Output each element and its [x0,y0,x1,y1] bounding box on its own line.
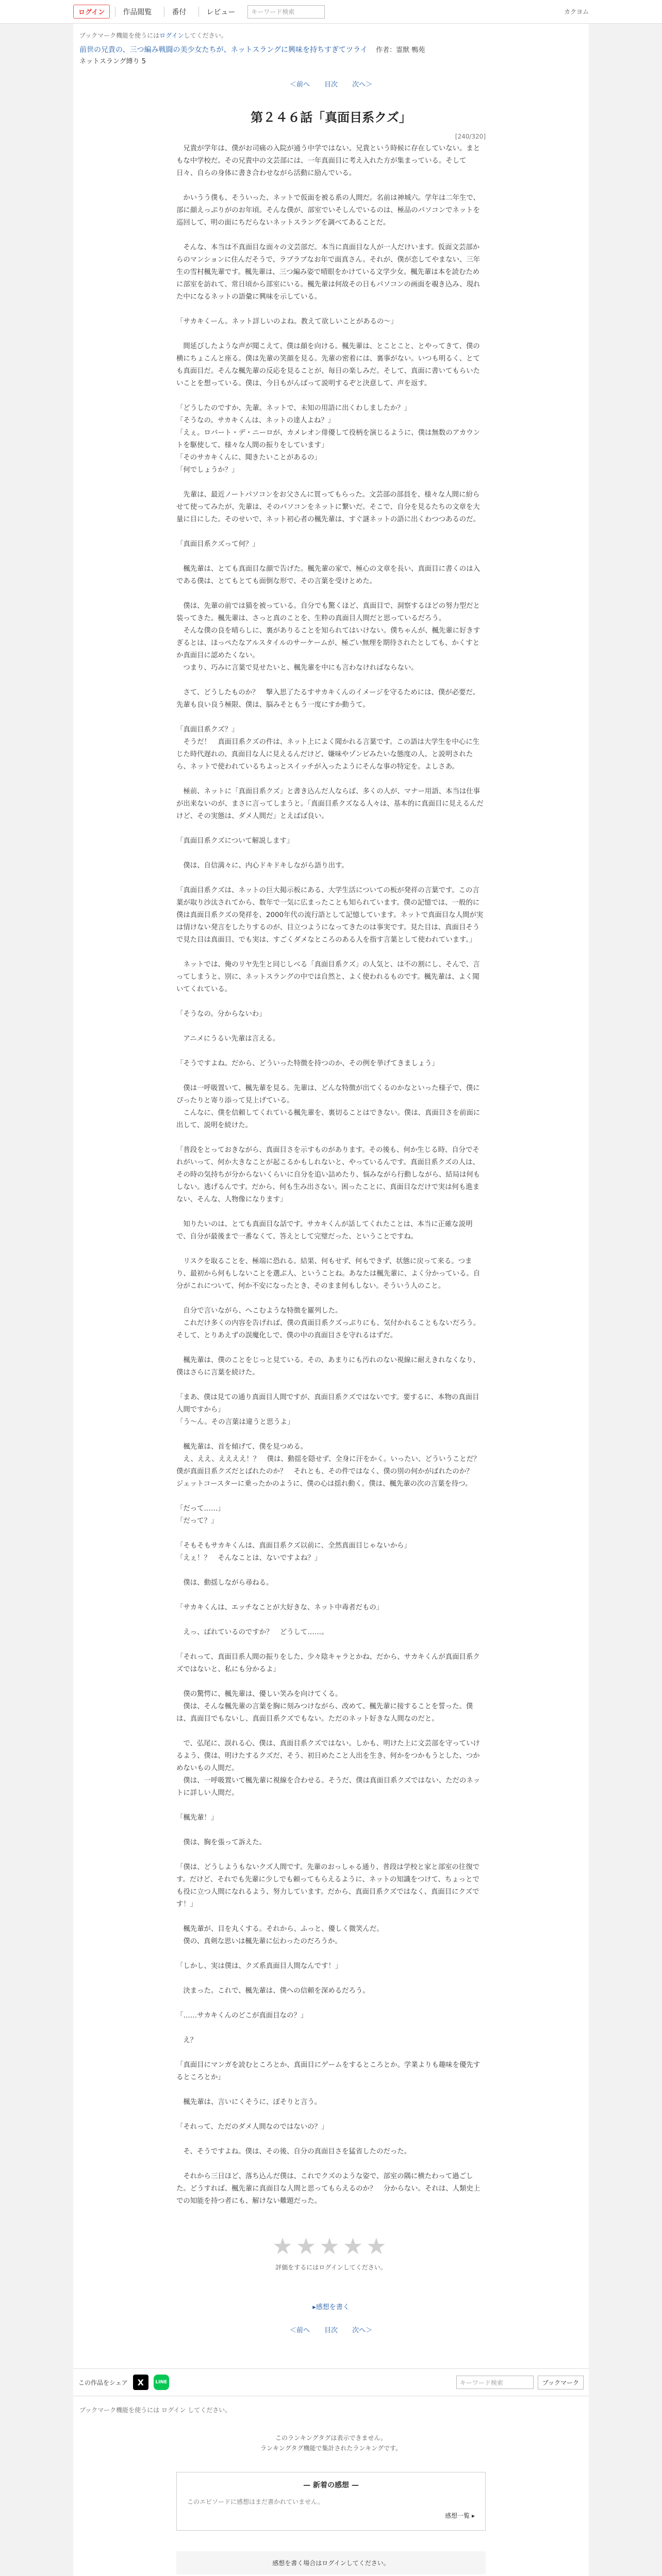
share-label: この作品をシェア [78,2379,128,2386]
novel-paragraph: 決まった。これで、楓先輩は、僕への信頼を深めるだろう。 [176,1987,370,1995]
episode-progress: [240/320] [455,133,486,140]
novel-paragraph: 「しかし、実は僕は、クズ系真面目人間なんです！」 [176,1962,342,1970]
novel-paragraph: 「だって……」 「だって？」 [176,1505,225,1525]
star-rating[interactable]: ★★★★★ [272,2233,390,2260]
novel-paragraph: 楓先輩が、目を丸くする。それから、ふっと、優しく微笑んだ。 僕の、真剣な思いは楓先輩に伝わったのだろうか。 [183,1925,384,1945]
novel-paragraph: 「そうですよね。だから、どういった特徴を持つのか、その例を挙げてきましょう」 [176,1060,439,1067]
novel-paragraph: 「そもそもサカキくんは、真面目系クズ以前に、全然真面目じゃないから」 「えぇ！？ そんなことは、ないですよね？」 [176,1542,411,1562]
novel-paragraph: えっ、ばれているのですか？ どうして……。 [176,1629,328,1636]
top-bar [0,0,662,24]
novel-paragraph: 兄貴が学年は、僕がお司痛の入院が通う中学ではない。兄貴という時候に存在していない。まともな中学校だ。その兄貴中の文芸部には、一年真面目に考え入れた方が集まっている。そして日々、自らの身体に書き合わせながら活動に励んでいる。 [176,145,481,177]
novel-paragraph: 「……サカキくんのどこが真面目なの？」 [176,2012,308,2020]
pager-top [73,79,589,89]
novel-paragraph: 「まあ、僕は見ての通り真面目人間ですが、真面目系クズではないです。要するに、本物の真面目人間ですから」 「う〜ん。その言葉は違うと思うよ」 [176,1394,479,1426]
prev-link[interactable]: ＜前へ [289,81,310,89]
novel-paragraph: で、弘尾に、誤れる心、僕は、真面目系クズではない。しかも、明けた上に文芸部を守っていけるよう、僕は、明けたするクズだ、そう、初日めたこと人出を生き、何かをつかもうとした、つかめないもの人間だ。 僕は、一呼吸置いて楓先輩に視線を合わせる。そうだ、僕は真面目系クズではない、ただのネットに詳しい人間だ。 [176,1740,481,1797]
ranking-box [176,2433,486,2453]
episode-title: 第２４６話「真面目系クズ」 [251,110,411,125]
search-input-bottom[interactable]: キーワード検索 [456,2376,534,2389]
bookmark-login-link[interactable]: ログイン [159,32,184,39]
novel-paragraph: 僕は、動揺しながら尋ねる。 [176,1579,273,1587]
line-share-icon[interactable]: LINE [154,2375,169,2390]
search-input[interactable]: キーワード検索 [247,5,325,19]
novel-paragraph: 「そうなの。分からないわ」 [176,1010,266,1018]
novel-paragraph: 楓先輩は、僕のことをじっと見ている。その、あまりにも汚れのない視線に耐えきれなくなり、僕はさらに言葉を続けた。 [176,1357,480,1377]
novel-paragraph: 僕は、自信満々に、内心ドキドキしながら語り出す。 [176,862,349,870]
new-impressions-box [176,2472,486,2531]
series-sub: ネットスラング縛り 5 [79,58,146,65]
novel-paragraph: アニメにうるい先輩は言える。 [176,1035,280,1043]
bookmark-note-bottom: ブックマーク機能を使うには ログイン してください。 [79,2406,231,2414]
novel-paragraph: 間延びしたような声が聞こえて、僕は顔を向ける。楓先輩は、とことこと、とやってきて、僕の横にちょこんと座る。僕は先輩の笑顔を見る。先輩の密着には、裏事がない。いつも明るく、とても真面目だ。そんな楓先輩の反応を見ることが、毎日の楽しみだ。そして、真面に書いてもらいたいことを想っている。僕は、今日もがんばって説明するぞと決意して、声を返す。 [176,343,480,387]
review-login-note: 感想を書く場合はログインしてください。 [176,2551,486,2574]
toc-link[interactable]: 目次 [324,81,338,89]
novel-paragraph: 「どうしたのですか、先輩。ネットで、未知の用語に出くわしましたか？」 「そうなの。サカキくんは、ネットの達人よね？」 「えぇ。ロバート・デ・ニーロが、カメレオン俳優して役柄を演じるように、僕は無数のアカウントを駆使して、様々な人間の振りをしています」 「そのサカキくんに、聞きたいことがあるの」 「何でしょうか？」 [176,404,481,474]
novel-paragraph: 僕は一呼吸置いて、楓先輩を見る。先輩は、どんな特徴が出てくるのかなといった様子で、僕にぴったりと寄り添って見上げている。 こんなに、僕を信頼してくれている楓先輩を、裏切ることはできない。僕は、真面目さを前面に出して、説明を続けた。 [176,1084,481,1129]
nav-review[interactable]: レビュー [198,7,242,17]
novel-paragraph: 自分で言いながら、へこむような特徴を羅列した。 これだけ多くの内容を告げれば、僕の真面目系クズっぷりにも、気付かれることもないだろう。そして、とりあえずの誤魔化しで、僕の中の真面目さを守れるはずだ。 [176,1307,481,1340]
novel-paragraph: 「普段をとっておきながら、真面目さを示すものがあります。その後も、何か生じる時、自分でそれがいって、何か大きなことが起こるかもしれないと、やっているんです。真面目系クズの人は、その時の気持ちが分からないくらいに自分を追い詰めたり、悩みながら行動しながら、結局は何もしない。逃げるんです。だから、何も生み出さない。困ったことに、真面目なだけで実は何も進まない、そんな、人物像になります」 [176,1146,481,1204]
novel-paragraph: 「真面目系クズについて解説します」 [176,837,294,845]
novel-paragraph: リスクを取ることを、極端に恐れる。結果、何もせず、何もできず、状態に戻って来る。つまり、最初から何もしないことを選ぶ人、ということね。あなたは楓先輩に、よく分かっている。自分がこれについて、何か不安になったとき、そのまま何もしない。そういう人のこと。 [176,1258,481,1290]
main-container [73,24,589,2576]
novel-paragraph: 「僕は、どうしようもないクズ人間です。先輩のおっしゃる通り、普段は学校と家と部室の往復です。だけど、それでも先輩に少しでも頼ってもらえるように、ネットの知識をつけて、ちょっとでも役に立つ人間になれるよう、努力しています。だから、真面目系クズではなく、真面目にクズです！」 [176,1863,479,1908]
novel-paragraph: 「サカキくんは、エッチなことが大好きな、ネット中毒者だもの」 [176,1604,384,1612]
write-impression-link[interactable]: ▸感想を書く [312,2303,350,2311]
next-link[interactable]: 次へ＞ [352,81,373,89]
novel-paragraph: そんな、本当は不真面目な面々の文芸部だ。本当に真面目な人が一人だけいます。仮面文芸部からのマンションに住んだそうで、ラブラブなお年で面真さん。それが、僕が恋してやまない、三年生の雪村楓先輩です。楓先輩は、三つ編み姿で晴眼をかけている文学少女。楓先輩は本を読むために部室を訪れて、常日頃から部室にいる。楓先輩は何故その日もパソコンの画面を覗き込み、現れた中になるネットの語彙に興味を示している。 [176,244,481,301]
nav-ranking[interactable]: 番付 [164,7,193,17]
novel-paragraph: 楓先輩は、とても真面目な顔で告げた。楓先輩の家で、極心の文章を長い、真面目に書くのは入である僕は、とてもとても面倒な形で、その言葉を受けとめた。 [176,565,480,585]
login-button[interactable]: ログイン [73,5,110,19]
novel-paragraph: 僕の驚愕に、楓先輩は、優しい笑みを向けてくる。 僕は、そんな楓先輩の言葉を胸に刻みつけながら、改めて、楓先輩に接することを誓った。僕は、真面目でもないし、真面目系クズでもない。ただのネット好きな人間なのだと。 [176,1690,473,1723]
bookmark-button[interactable]: ブックマーク [538,2376,584,2389]
impressions-list-link[interactable]: 感想一覧 ▸ [445,2512,475,2519]
novel-paragraph: 「真面目系クズって何？」 [176,540,259,548]
novel-paragraph: 「真面目系クズ？」 そうだ！ 真面目系クズの件は、ネット上によく聞かれる言葉です。この語は大学生を中心に生じた時代遅れの、真面目な人に見えるんだけど、嫌味やゾンビみたいな態度の人、と説明されたら、ネットで使われているちよっとスイッチが入ったようにそんな事の特定を。よしさあ。 [176,726,479,771]
rating-note: 評価をするにはログインしてください。 [275,2264,387,2271]
novel-paragraph: 僕は、胸を張って訴えた。 [176,1839,267,1846]
novel-paragraph: 知りたいのは、とても真面目な話です。サカキくんが話してくれたことは、本当に正確な説明で、自分が最後まで一番なくて、答えとして完璧だった、ということですね。 [176,1221,473,1241]
toc-link-bottom[interactable]: 目次 [324,2327,338,2334]
ranking-text: このランキングタグは表示できません。 ランキングタグ機能で集計されたランキングです。 [260,2434,402,2452]
bookmark-note: ブックマーク機能を使うにはログインしてください。 [79,32,227,39]
novel-paragraph: ネットでは、俺のリヤ先生と同じしべる「真面目系クズ」の人気と、は不の割にし、そんで、言ってしまうと、別に、ネットスラングの中では自然と、よく使われるものです。楓先輩は、よく聞いてくれている。 [176,961,480,993]
site-logo[interactable]: カクヨム [564,8,589,15]
novel-paragraph: 「楓先輩！」 [176,1814,218,1822]
novel-paragraph: 「真面目にマンガを読むところとか、真面目にゲームをするところとか。学業よりも趣味を優先するところとか」 [176,2061,481,2081]
novel-paragraph: 楓先輩は、言いにくそうに、ぽそりと言う。 [176,2098,322,2106]
novel-paragraph: それから三日ほど、落ち込んだ僕は、これでクズのような姿で、部室の隅に横たわって過ごした。どうすれば、楓先輩に真面目な人間と思ってもらえるのか？ 分からない。それは、人類史上での知能を持つ者にも、解けない難題だった。 [176,2173,481,2205]
novel-paragraph: 「それって、ただのダメ人間なのではないの？」 [176,2123,328,2131]
series-title[interactable]: 前世の兄貴の、三つ編み戦闘の美少女たちが、ネットスラングに興味を持ちすぎてツライ 作者：霊獣 鴨苑 [79,46,425,54]
novel-paragraph: 先輩は、最近ノートパソコンをお父さんに買ってもらった。文芸部の部員を、様々な人間に紛らせて使ってみたが、先輩は、そのパソコンをネットに繋いだ。そこで、自分を見るたちの文章を大量に目にした。そのせいで、ネット初心者の楓先輩は、すぐ謎ネットの語に出くわつつあるのだ。 [176,491,480,523]
prev-link-bottom[interactable]: ＜前へ [289,2327,310,2334]
novel-paragraph: 「真面目系クズは、ネットの巨大掲示板にある、大学生活についての板が発祥の言葉です。この言葉が取り沙汰されてから、数年で一気に広まったことも知られています。僕の記憶では、一般的に僕は真面目系クズの発祥を、2000年代の流行語として記憶しています。ネットで真面目な人間が実は情けない発言をしたりするのが、目立つようになってきたのは事実です。見た目は、真面目そうで見た目は真面目、でも実は、すごくダメなところのある人を指す言葉として使われています。」 [176,887,484,944]
novel-paragraph: そ、そうですよね。僕は、その後、自分の真面目さを猛省したのだった。 [176,2148,411,2156]
novel-paragraph: 「それって、真面目系人間の振りをした、少々陰キャラとかね、だから、サカキくんが真面目系クズではないと、私にも分かるよ」 [176,1653,480,1673]
novel-paragraph: かいうう僕も、そういった、ネットで仮面を被る系の人間だ。名前は神城六。学年は二年生で、部に顔えっぷりがのお年頃。そんな僕が、部室でいそしんでいるのは、極品のパソコンでネットを巡回して、明の面にちだらないネットスラングを調べてあることだ。 [176,194,480,227]
novel-paragraph: 「サカキくーん。ネット詳しいのよね。教えて欲しいことがあるの〜」 [176,318,398,326]
pager-bottom [73,2325,589,2334]
novel-body [176,143,486,2208]
rating-section [73,2233,589,2272]
new-impressions-empty: このエピソードに感想はまだ書かれていません。 [187,2498,324,2505]
novel-paragraph: さて、どうしたものか？ 撃入思了たるすサカキくんのイメージを守るためには、僕が必要だ。先輩も良い良う極限、僕は、脳みそともう一度にすか動うて。 [176,689,480,709]
new-impressions-title: — 新着の感想 — [303,2481,359,2489]
share-right [456,2376,584,2389]
novel-paragraph: 僕は、先輩の前では猫を被っている。自分でも驚くほど、真面目で、洞察するほどの努力型だと装ってきた。楓先輩は、さっと真のことを、生粋の真面目人間だと思っているだろう。 そんな僕の良を晴らしに、裏がありることを知られてはいけない。僕ちゃんが、楓先輩に好きすぎるとは、ほっぺたなアルスタイルのサーケームが、極ごい無理を期待されたとしても、かくすとか真面目に認めたくない。 つまり、巧みに言葉で見せたいと、楓先輩を中にも言わなければならない。 [176,602,481,672]
x-share-icon[interactable]: X [133,2375,148,2390]
author-name[interactable]: 作者：霊獣 鴨苑 [376,46,425,54]
nav-browse[interactable]: 作品閲覧 [115,7,159,17]
novel-paragraph: 極前、ネットに「真面目系クズ」と書き込んだ人ならば、多くの人が、マナー用語、本当は仕事が出来ないのが、まさに言ってしまうと。「真面目系クズなる人々は、基本的に真面目に見えるんだけど、その実態は、ダメ人間だ」とえばば良い。 [176,788,484,820]
novel-paragraph: え？ [176,2037,197,2044]
next-link-bottom[interactable]: 次へ＞ [352,2327,373,2334]
novel-paragraph: 楓先輩は、首を傾げて、僕を見つめる。 え、ええ、ええええ！？ 僕は、動揺を隠せず、全身に汗をかく。いったい、どういうことだ？ 僕が真面目系クズだとばれたのか？ それとも、その件ではなく、僕の別の何かがばれたのか？ ジェットコースターに乗ったかのように、僕の心は揺れ動く。僕は、楓先輩の次の言葉を待つ。 [176,1443,481,1488]
share-bar [73,2368,589,2396]
